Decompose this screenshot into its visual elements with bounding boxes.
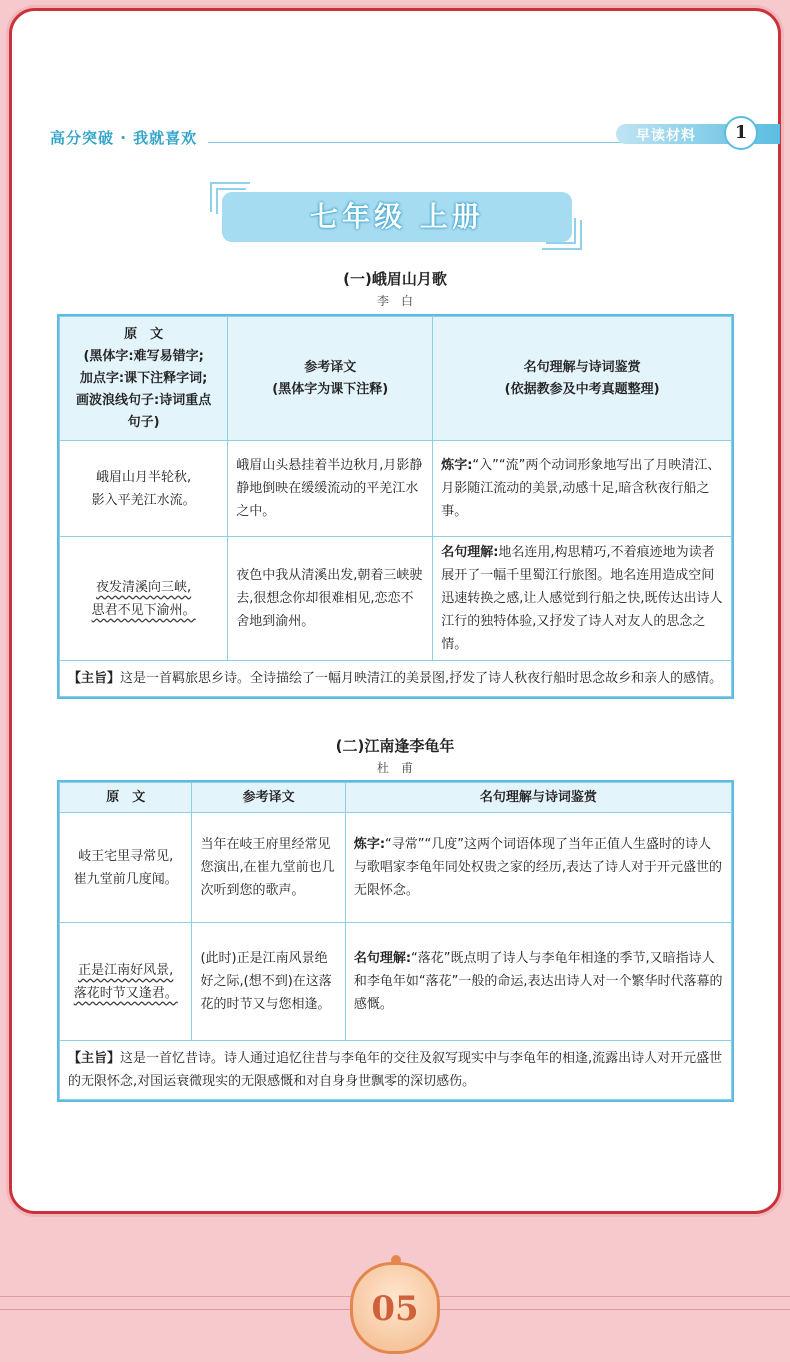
poem-line: 影入平羌江水流。	[91, 492, 196, 508]
translation-cell: 夜色中我从清溪出发,朝着三峡驶去,很想念你却很难相见,恋恋不舍地到渝州。	[228, 537, 433, 661]
note-text: “落花”既点明了诗人与李龟年相逢的季节,又暗指诗人和李龟年如“落花”一般的命运,表达出诗人对一个繁华时代落幕的感慨。	[353, 951, 723, 1012]
header-line: 加点字:课下注释字词;	[79, 370, 208, 386]
poem-line: 岐王宅里寻常见,	[78, 848, 174, 864]
original-text-cell	[60, 441, 228, 537]
poem-table	[57, 780, 734, 1102]
table-header-row	[60, 783, 732, 813]
theme-cell	[60, 1041, 732, 1100]
note-text: 地名连用,构思精巧,不着痕迹地为读者展开了一幅千里蜀江行旅图。地名连用造成空间迅速转换之感,让人感觉到行船之快,既传达出诗人江行的独特体验,又抒发了诗人对友人的思念之情。	[441, 545, 723, 652]
page-header	[50, 124, 780, 146]
appreciation-cell	[345, 813, 731, 923]
note-text: “入”“流”两个动词形象地写出了月映清江、月影随江流动的美景,动感十足,暗含秋夜行船之事。	[441, 458, 721, 519]
header-line: (黑体字:难写易错字;	[83, 348, 204, 364]
note-label: 炼字:	[441, 458, 473, 473]
header-line: 画波浪线句子:诗词重点	[76, 392, 212, 408]
note-label: 名句理解:	[353, 951, 412, 966]
note-text: “寻常”“几度”这两个词语体现了当年正值人生盛时的诗人与歌唱家李龟年同处权贵之家的经历,表达了诗人对于开元盛世的无限怀念。	[353, 837, 722, 898]
column-header: 原 文	[60, 783, 192, 813]
footer-badge	[350, 1262, 440, 1354]
column-header	[433, 317, 732, 441]
appreciation-cell	[345, 923, 731, 1041]
poem-line: 夜发清溪向三峡,	[96, 579, 192, 595]
column-header	[228, 317, 433, 441]
header-tab	[616, 124, 780, 144]
poem-title: (一)峨眉山月歌	[343, 270, 447, 288]
note-label: 名句理解:	[441, 545, 499, 560]
poem-line: 思君不见下渝州。	[91, 602, 196, 618]
tab-label: 早读材料	[636, 128, 696, 144]
translation-cell: 峨眉山头悬挂着半边秋月,月影静静地倒映在缓缓流动的平羌江水之中。	[228, 441, 433, 537]
translation-cell: (此时)正是江南风景绝好之际,(想不到)在这落花的时节又与您相逢。	[192, 923, 345, 1041]
header-line: (黑体字为课下注释)	[272, 381, 389, 397]
footer-badge-number: 05	[371, 1289, 419, 1329]
header-line: 名句理解与诗词鉴赏	[523, 359, 641, 375]
poem-line: 崔九堂前几度闻。	[73, 871, 178, 887]
poem-line: 落花时节又逢君。	[73, 985, 178, 1001]
badge-dot	[391, 1255, 401, 1265]
original-text-cell	[60, 537, 228, 661]
grade-banner	[210, 182, 582, 250]
poem-line: 正是江南好风景,	[78, 962, 174, 978]
poem-line: 峨眉山月半轮秋,	[96, 469, 192, 485]
theme-text: 这是一首忆昔诗。诗人通过追忆往昔与李龟年的交往及叙写现实中与李龟年的相逢,流露出诗人对开元盛世的无限怀念,对国运衰微现实的无限感慨和对自身身世飘零的深切感伤。	[68, 1051, 723, 1089]
header-line: 原 文	[124, 326, 164, 342]
header-slogan: 高分突破 · 我就喜欢	[50, 129, 198, 147]
original-text-cell	[60, 813, 192, 923]
header-line: 参考译文	[304, 359, 357, 375]
appreciation-cell	[433, 537, 732, 661]
poem-table	[57, 314, 734, 699]
original-text-cell	[60, 923, 192, 1041]
table-row	[60, 813, 732, 923]
column-header: 名句理解与诗词鉴赏	[345, 783, 731, 813]
table-header-row	[60, 317, 732, 441]
column-header: 参考译文	[192, 783, 345, 813]
note-label: 炼字:	[353, 837, 386, 852]
theme-cell	[60, 661, 732, 697]
page-number: 1	[724, 116, 758, 150]
theme-row	[60, 1041, 732, 1100]
theme-row	[60, 661, 732, 697]
appreciation-cell	[433, 441, 732, 537]
header-line: 句子)	[127, 414, 160, 430]
poem-author: 李白	[376, 294, 425, 308]
poem-author: 杜甫	[376, 761, 425, 775]
theme-label: 【主旨】	[68, 671, 121, 686]
column-header	[60, 317, 228, 441]
table-row	[60, 441, 732, 537]
grade-box	[222, 192, 572, 242]
translation-cell: 当年在岐王府里经常见您演出,在崔九堂前也几次听到您的歌声。	[192, 813, 345, 923]
grade-title: 七年级 上册	[310, 200, 484, 233]
table-row	[60, 923, 732, 1041]
header-divider	[208, 142, 668, 143]
theme-label: 【主旨】	[68, 1051, 121, 1066]
table-row	[60, 537, 732, 661]
poem-title: (二)江南逢李龟年	[335, 737, 455, 755]
header-line: (依据教参及中考真题整理)	[504, 381, 660, 397]
theme-text: 这是一首羁旅思乡诗。全诗描绘了一幅月映清江的美景图,抒发了诗人秋夜行船时思念故乡和亲人的感情。	[120, 671, 723, 686]
